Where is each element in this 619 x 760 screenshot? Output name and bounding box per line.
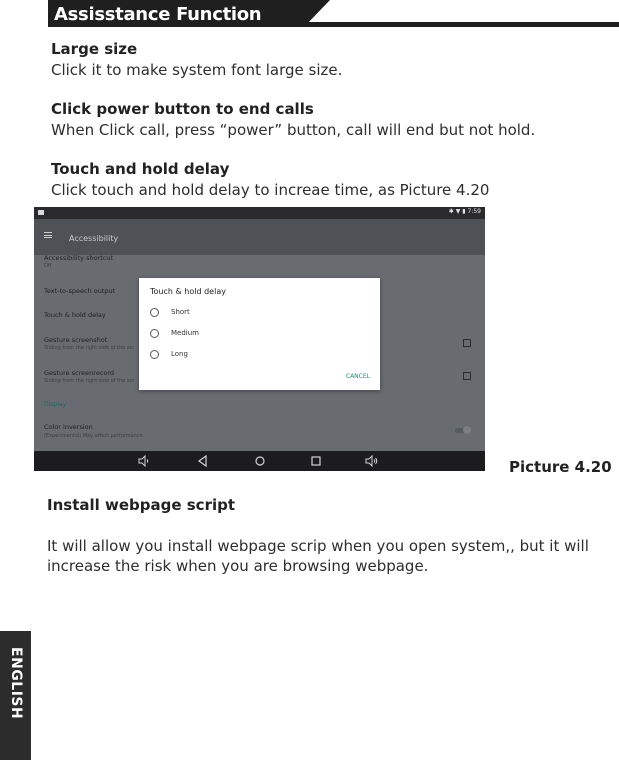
option-short-label: Short [171,308,190,316]
picture-caption: Picture 4.20 [509,458,612,476]
app-bar [34,219,485,255]
status-time: ✱ ▼ ▮ 7:59 [448,208,481,215]
notification-icon [38,210,44,215]
heading-large-size: Large size [51,40,138,58]
nav-bar [34,451,485,471]
setting-color-inversion[interactable]: Color inversion [44,423,93,431]
setting-color-inversion-sub: (Experimental) May affect performance [44,433,143,439]
setting-touch-hold-delay[interactable]: Touch & hold delay [44,311,106,319]
cancel-button[interactable]: CANCEL [345,373,370,380]
gesture-screenrecord-checkbox[interactable] [463,372,471,380]
status-bar [34,207,485,219]
color-inversion-toggle[interactable] [455,428,469,433]
category-display: Display [44,401,67,408]
radio-long[interactable] [150,350,159,359]
option-long-label: Long [171,350,188,358]
option-medium-label: Medium [171,329,199,337]
device-screenshot [34,207,485,471]
header-rule [300,22,619,27]
language-tab-label: ENGLISH [8,647,24,720]
text-touch-hold: Click touch and hold delay to increae time, as Picture 4.20 [51,181,490,199]
menu-icon[interactable] [44,232,52,238]
heading-touch-hold: Touch and hold delay [51,160,230,178]
setting-gesture-screenrecord-sub: Sliding from the right side of the scr [44,378,135,384]
touch-hold-dialog [139,278,380,390]
gesture-screenshot-checkbox[interactable] [463,339,471,347]
setting-accessibility-shortcut-value: Off [44,263,52,269]
home-icon[interactable] [254,455,266,467]
dialog-title: Touch & hold delay [150,287,226,296]
radio-medium[interactable] [150,329,159,338]
heading-power-button: Click power button to end calls [51,100,314,118]
section-title: Assisstance Function [54,4,262,25]
setting-gesture-screenshot[interactable]: Gesture screenshot [44,336,108,344]
recents-icon[interactable] [310,455,322,467]
app-title: Accessibility [69,234,119,243]
wifi-icon: ▼ [455,208,461,215]
text-power-button: When Click call, press “power” button, call will end but not hold. [51,121,536,139]
heading-install-script: Install webpage script [47,496,236,514]
back-icon[interactable] [197,455,209,467]
radio-short[interactable] [150,308,159,317]
volume-up-icon[interactable] [365,455,379,467]
battery-icon: ▮ [462,208,466,215]
bluetooth-icon: ✱ [448,208,454,215]
text-install-line2: increase the risk when you are browsing webpage. [47,557,429,575]
setting-accessibility-shortcut[interactable]: Accessibility shortcut [44,254,114,262]
setting-gesture-screenshot-sub: Sliding from the right side of the scr [44,345,135,351]
volume-down-icon[interactable] [138,455,150,467]
setting-gesture-screenrecord[interactable]: Gesture screenrecord [44,369,115,377]
text-install-line1: It will allow you install webpage scrip when you open system,, but it will [47,537,589,555]
text-large-size: Click it to make system font large size. [51,61,343,79]
setting-tts-output[interactable]: Text-to-speech output [44,287,116,295]
